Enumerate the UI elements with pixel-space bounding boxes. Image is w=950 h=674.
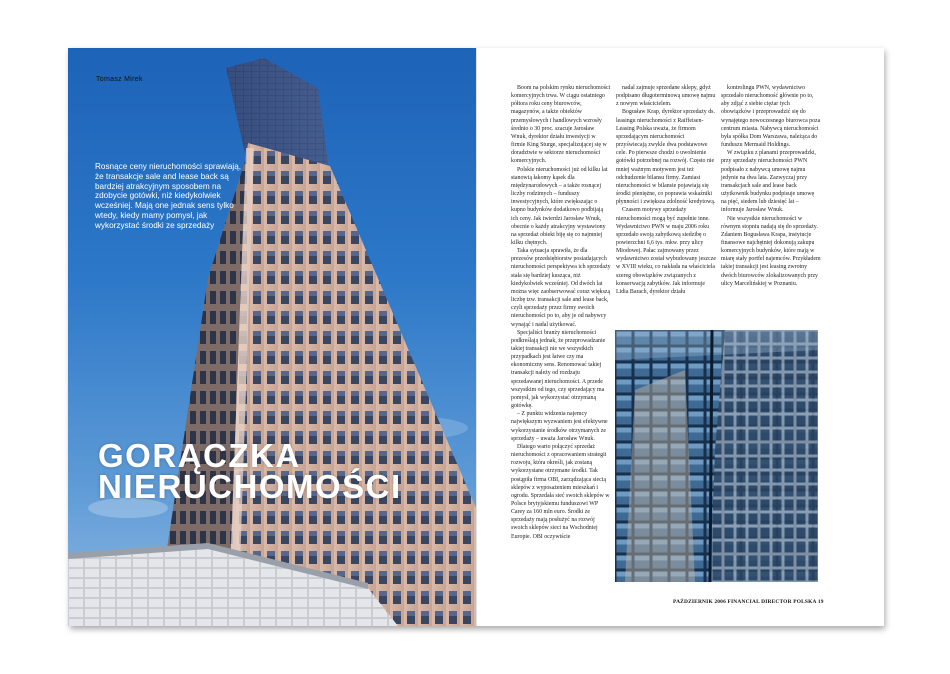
article-title (98, 437, 402, 505)
author-name: Tomasz Mirek (96, 76, 143, 83)
paragraph: Boom na polskim rynku nieruchomości komercyjnych trwa. W ciągu ostatniego półtora roku ceny biurowców, magazynów, a także obiektów przemysłowych i handlowych wzrosły średnio o 30 proc. szacuje Jarosław Wnuk, dyrektor działu inwestycji w firmie King Sturge, specjalizującej się w doradztwie w sektorze nieruchomości komercyjnych. (511, 85, 611, 165)
title-line-2: NIERUCHOMOŚCI (98, 468, 402, 505)
paragraph: Nie wszystkie nieruchomości w równym stopniu nadają się do sprzedaży. Zdaniem Bogusława Krapa, instytucje finansowe najchętniej dokonują zakupu komercyjnych budynków, które mają w miarę stały portfel najemców. Przykładem takiej transakcji jest leasing zwrotny dwóch biurowców zlokalizowanych przy ulicy Marcelińskiej w Poznaniu. (721, 215, 821, 287)
text-column-1 (511, 84, 611, 541)
title-line-1: GORĄCZKA (98, 437, 301, 474)
text-column-3 (721, 84, 821, 288)
paragraph: Taka sytuacja sprawiła, że dla prezesów przedsiębiorstw posiadających nieruchomości perspektywa ich sprzedaży stała się bardziej kusząca, niż kiedykolwiek wcześniej. Od dwóch lat można więc zaobserwować coraz większą liczbę tzw. transakcji sale and lease back, czyli sprzedaży przez firmy swoich nieruchomości po to, aby je od nabywcy wynająć i nadal użytkować. (511, 248, 611, 328)
left-page (68, 48, 476, 626)
paragraph: – Z punktu widzenia najemcy największym wyzwaniem jest efektywne wykorzystanie środków otrzymanych ze sprzedaży – uważa Jarosław Wnuk. (511, 411, 608, 442)
paragraph: Czasem motywy sprzedaży nieruchomości mogą być zupełnie inne. Wydawnictwo PWN w maju 2006 roku sprzedało swoją zabytkową siedzibę o powierzchni 6,6 tys. mkw. przy ulicy Miodowej. Pałac zajmowany przez wydawnictwo został wybudowany jeszcze w XVIII wieku, co nakłada na właściciela szereg obowiązków związanych z konserwacją zabytków. Jak informuje Lidia Barach, dyrektor działu (616, 207, 716, 295)
paragraph: kontrolingu PWN, wydawnictwo sprzedało nieruchomość głównie po to, aby zdjąć z siebie ciężar tych obowiązków i przeprowadzić się do wynajętego nowoczesnego biurowca poza centrum miasta. Nabywcą nieruchomości była spółka Dom Warszawa, należąca do funduszu Mermaid Holdings. (721, 85, 821, 149)
skyscraper-photo (68, 48, 476, 626)
paragraph: Polskie nieruchomości już od kilku lat stanowią łakomy kąsek dla międzynarodowych – a także rosnącej liczby rodzimych – funduszy inwestycyjnych, które zwiększając o kupno budynków dodatkowo podbijają ich ceny. Jak twierdzi Jarosław Wnuk, obecnie o każdy atrakcyjny wystawiony na sprzedaż obiekt biję się co najmniej kilku chętnych. (511, 166, 608, 246)
paragraph: nadal zajmuje sprzedane sklepy, gdyż podpisano długoterminową umowę najmu z nowym właścicielem. (616, 85, 716, 108)
paragraph: W związku z planami przeprowadzki, przy sprzedaży nieruchomości PWN podpisało z nabywcą umowę najmu jedynie na dwa lata. Zazwyczaj przy transakcjach sale and lease back użytkownik budynku podpisuje umowę na pięć, siedem lub dziesięć lat – informuje Jarosław Wnuk. (721, 150, 817, 214)
glass-facade-photo (615, 330, 818, 582)
paragraph: Bogusław Krap, dyrektor sprzedaży ds. leasingu nieruchomości z Raiffeisen-Leasing Polska uważa, że firmom sprzedającym nieruchomości przyświecają zwykle dwa podstawowe cele. Po pierwsze chodzi o uwolnienie gotówki potrzebnej na rozwój. Często nie mniej ważnym motywem jest też odchudzenie bilansu firmy. Zamiast nieruchomości w bilansie pojawiają się środki pieniężne, co poprawia wskaźniki płynności i zwiększa zdolność kredytową. (616, 109, 716, 206)
paragraph: Dlatego warto połączyć sprzedaż nieruchomości z opracowaniem strategii rozwoju, która określi, jak zostaną wykorzystane otrzymane środki. Tak postąpiła firma OBI, zarządzająca siecią sklepów z wyposażeniem mieszkań i ogrodu. Sprzedała sieć swoich sklepów w Polsce brytyjskiemu funduszowi WP Carey za 160 mln euro. Środki ze sprzedaży mają posłużyć na rozwój swoich sklepów sieci na Wschodniej Europie. OBI oczywiście (511, 443, 610, 540)
magazine-spread (68, 48, 883, 626)
paragraph: Specjaliści branży nieruchomości podkreślają jednak, że przeprowadzanie takiej transakcji nie we wszystkich przypadkach jest łatwe czy ma ekonomiczny sens. Renomować takiej transakcji należy od rozdzaju sprzedawanej nieruchomości. A przede wszystkim od tego, czy sprzedający ma pomysł, jak wykorzystać otrzymaną gotówkę. (511, 329, 606, 410)
lead-paragraph: Rosnące ceny nieruchomości sprawiają, że transakcje sale and lease back są bardziej atrakcyjnym sposobem na zdobycie gotówki, niż kiedykolwiek wcześniej. Mają one jednak sens tylko wtedy, kiedy mamy pomysł, jak wykorzystać środki ze sprzedaży (95, 162, 242, 230)
text-column-2 (616, 84, 716, 296)
page-footer: PAŹDZIERNIK 2006 FINANCIAL DIRECTOR POLSKA 19 (673, 599, 824, 605)
right-page (476, 48, 884, 626)
